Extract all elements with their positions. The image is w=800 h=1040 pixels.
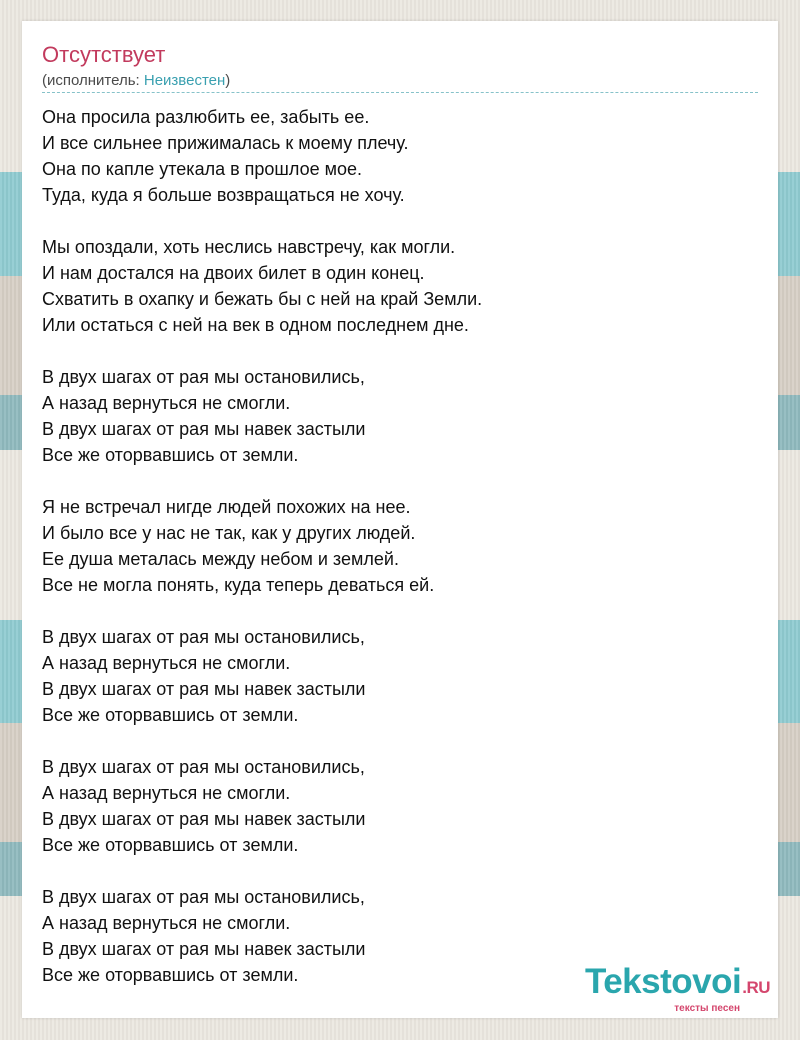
lyric-line: В двух шагах от рая мы навек застыли [42, 939, 366, 959]
lyric-line: Все же оторвавшись от земли. [42, 835, 299, 855]
lyric-line: Она просила разлюбить ее, забыть ее. [42, 107, 370, 127]
lyric-line: Мы опоздали, хоть неслись навстречу, как могли. [42, 237, 456, 257]
lyric-line: Я не встречал нигде людей похожих на нее. [42, 497, 411, 517]
lyric-line: Схватить в охапку и бежать бы с ней на край Земли. [42, 289, 483, 309]
lyric-line: А назад вернуться не смогли. [42, 653, 291, 673]
stanza [42, 104, 482, 208]
lyric-line: И нам достался на двоих билет в один конец. [42, 263, 425, 283]
lyric-line: В двух шагах от рая мы остановились, [42, 627, 365, 647]
lyric-line: Она по капле утекала в прошлое мое. [42, 159, 363, 179]
stanza [42, 884, 482, 988]
lyric-line: В двух шагах от рая мы навек застыли [42, 809, 366, 829]
logo-suffix: .RU [742, 978, 770, 997]
logo-wordmark [585, 964, 770, 1006]
song-title: Отсутствует [42, 42, 166, 67]
stanza [42, 364, 482, 468]
lyric-line: Туда, куда я больше возвращаться не хочу. [42, 185, 405, 205]
lyric-line: Или остаться с ней на век в одном последнем дне. [42, 315, 469, 335]
lyric-line: Все не могла понять, куда теперь деваться ей. [42, 575, 435, 595]
artist-suffix: ) [225, 72, 231, 89]
site-logo[interactable] [585, 964, 770, 1014]
lyric-line: В двух шагах от рая мы навек застыли [42, 419, 366, 439]
stanza [42, 624, 482, 728]
stanza [42, 754, 482, 858]
lyric-line: А назад вернуться не смогли. [42, 913, 291, 933]
logo-main-text: Tekstovoi [584, 962, 742, 1001]
lyric-line: В двух шагах от рая мы остановились, [42, 367, 365, 387]
artist-line [42, 71, 230, 91]
lyric-line: А назад вернуться не смогли. [42, 393, 291, 413]
lyric-line: Все же оторвавшись от земли. [42, 965, 299, 985]
artist-prefix: (исполнитель: [42, 72, 144, 89]
lyrics-card [22, 21, 778, 1018]
lyric-line: Все же оторвавшись от земли. [42, 705, 299, 725]
lyric-line: И все сильнее прижималась к моему плечу. [42, 133, 409, 153]
lyric-line: И было все у нас не так, как у других людей. [42, 523, 416, 543]
stanza [42, 494, 482, 598]
title-divider [42, 92, 758, 93]
logo-tagline: тексты песен [674, 1003, 740, 1014]
lyric-line: В двух шагах от рая мы остановились, [42, 887, 365, 907]
lyric-line: А назад вернуться не смогли. [42, 783, 291, 803]
lyrics-body [42, 104, 482, 1014]
artist-link[interactable]: Неизвестен [143, 72, 226, 89]
stanza [42, 234, 482, 338]
lyric-line: Все же оторвавшись от земли. [42, 445, 299, 465]
lyric-line: В двух шагах от рая мы навек застыли [42, 679, 366, 699]
lyric-line: В двух шагах от рая мы остановились, [42, 757, 365, 777]
lyric-line: Ее душа металась между небом и землей. [42, 549, 399, 569]
